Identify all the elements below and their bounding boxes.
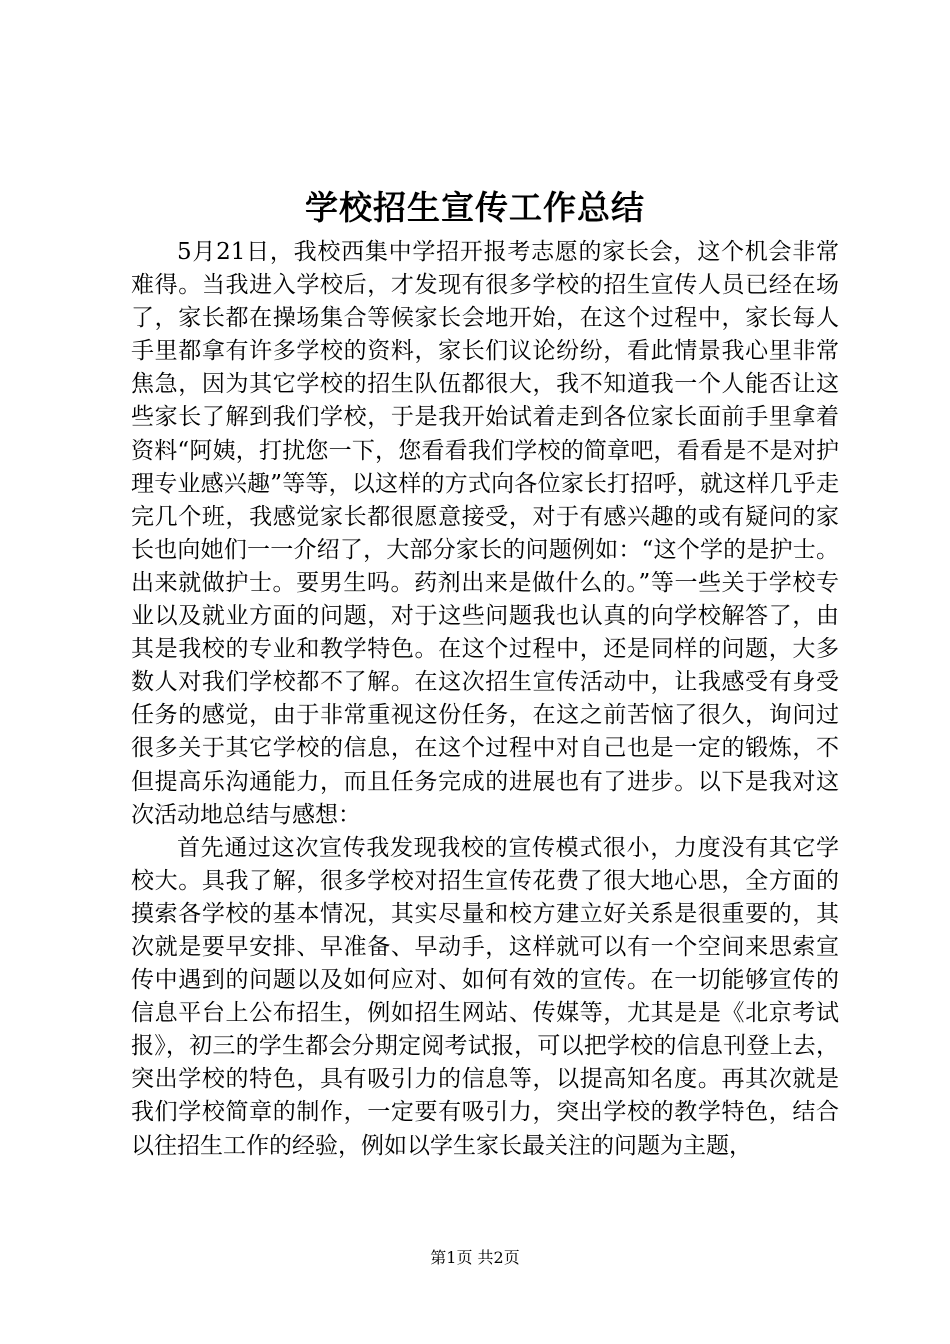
document-body — [131, 236, 839, 1163]
page-number: 第1页 共2页 — [430, 1248, 520, 1267]
paragraph: 5月21日，我校西集中学招开报考志愿的家长会，这个机会非常难得。当我进入学校后，才发现有很多学校的招生宣传人员已经在场了，家长都在操场集合等候家长会地开始，在这个过程中，家长每人手里都拿有许多学校的资料，家长们议论纷纷，看此情景我心里非常焦急，因为其它学校的招生队伍都很大，我不知道我一个人能否让这些家长了解到我们学校，于是我开始试着走到各位家长面前手里拿着资料“阿姨，打扰您一下，您看看我们学校的简章吧，看看是不是对护理专业感兴趣”等等，以这样的方式向各位家长打招呼，就这样几乎走完几个班，我感觉家长都很愿意接受，对于有感兴趣的或有疑问的家长也向她们一一介绍了，大部分家长的问题例如：“这个学的是护士。出来就做护士。要男生吗。药剂出来是做什么的。”等一些关于学校专业以及就业方面的问题，对于这些问题我也认真的向学校解答了，由其是我校的专业和教学特色。在这个过程中，还是同样的问题，大多数人对我们学校都不了解。在这次招生宣传活动中，让我感受有身受任务的感觉，由于非常重视这份任务，在这之前苦恼了很久，询问过很多关于其它学校的信息，在这个过程中对自己也是一定的锻炼，不但提高乐沟通能力，而且任务完成的进展也有了进步。以下是我对这次活动地总结与感想： — [131, 239, 839, 828]
page-title: 学校招生宣传工作总结 — [305, 188, 645, 227]
paragraph: 首先通过这次宣传我发现我校的宣传模式很小，力度没有其它学校大。具我了解，很多学校对招生宣传花费了很大地心思，全方面的摸索各学校的基本情况，其实尽量和校方建立好关系是很重要的，其次就是要早安排、早准备、早动手，这样就可以有一个空间来思索宣传中遇到的问题以及如何应对、如何有效的宣传。在一切能够宣传的信息平台上公布招生，例如招生网站、传媒等，尤其是是《北京考试报》，初三的学生都会分期定阅考试报，可以把学校的信息刊登上去，突出学校的特色，具有吸引力的信息等，以提高知名度。再其次就是我们学校简章的制作，一定要有吸引力，突出学校的教学特色，结合以往招生工作的经验，例如以学生家长最关注的问题为主题， — [131, 834, 839, 1159]
